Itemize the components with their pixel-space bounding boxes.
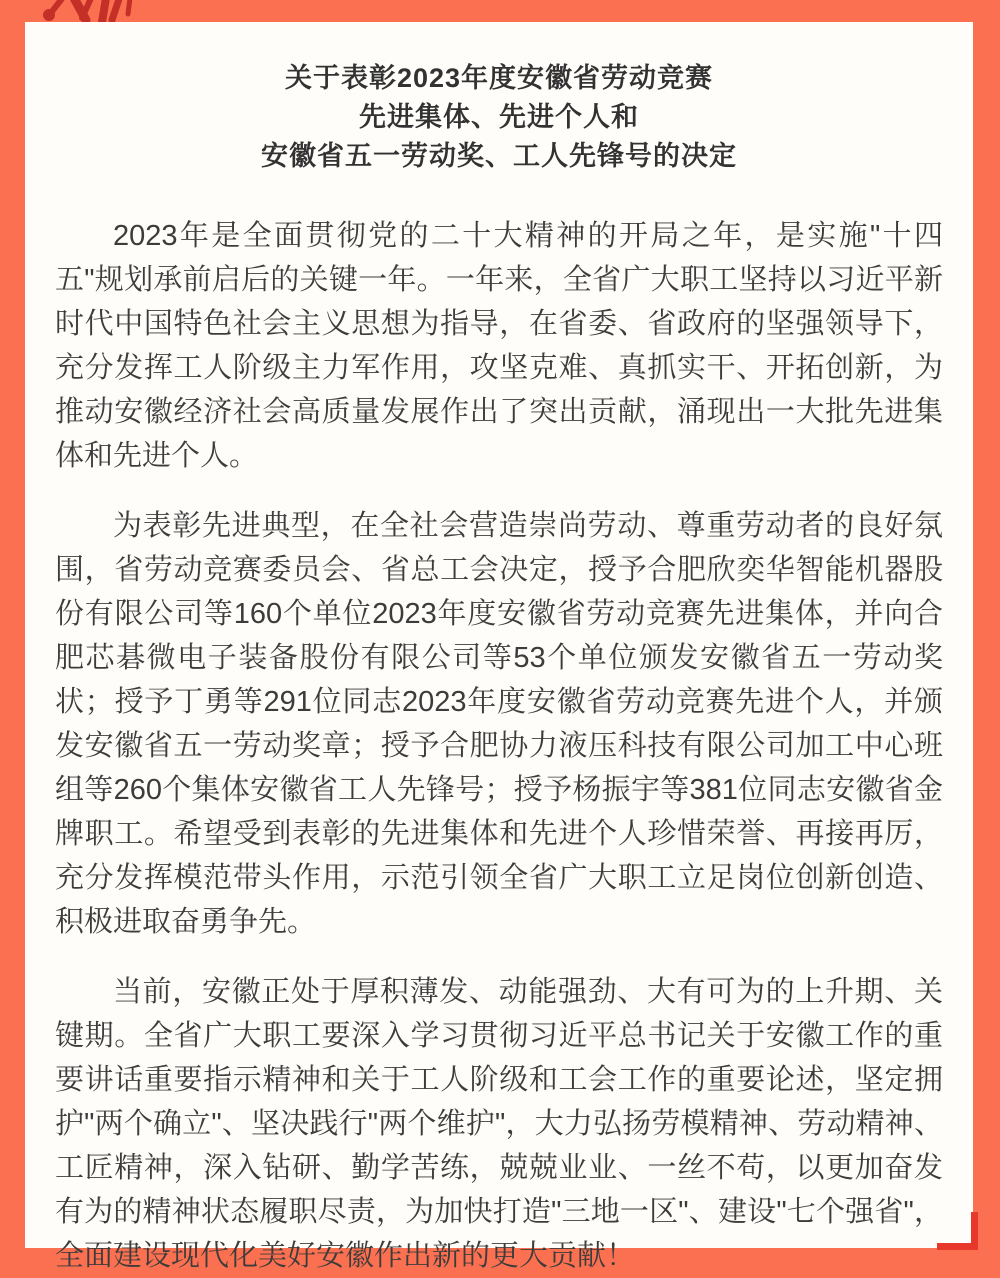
worker-fists-tools-illustration-icon [40,0,180,22]
document-card [25,22,973,1272]
paragraph-3: 当前，安徽正处于厚积薄发、动能强劲、大有可为的上升期、关键期。全省广大职工要深入学习贯彻习近平总书记关于安徽工作的重要讲话重要指示精神和关于工人阶级和工会工作的重要论述，坚定拥护"两个确立"、坚决践行"两个维护"，大力弘扬劳模精神、劳动精神、工匠精神，深入钻研、勤学苦练，兢兢业业、一丝不苟，以更加奋发有为的精神状态履职尽责，为加快打造"三地一区"、建设"七个强省"，全面建设现代化美好安徽作出新的更大贡献！ [55,976,943,1272]
document-body [55,214,943,1278]
title-line-2: 先进集体、先进个人和 [359,102,639,132]
title-line-1: 关于表彰2023年度安徽省劳动竞赛 [284,63,714,93]
card-corner-shadow-horizontal [937,1243,978,1250]
title-line-3: 安徽省五一劳动奖、工人先锋号的决定 [261,141,737,171]
document-title [55,59,943,176]
paragraph-2: 为表彰先进典型，在全社会营造崇尚劳动、尊重劳动者的良好氛围，省劳动竞赛委员会、省总工会决定，授予合肥欣奕华智能机器股份有限公司等160个单位2023年度安徽省劳动竞赛先进集体，并向合肥芯碁微电子装备股份有限公司等53个单位颁发安徽省五一劳动奖状；授予丁勇等291位同志2023年度安徽省劳动竞赛先进个人，并颁发安徽省五一劳动奖章；授予合肥协力液压科技有限公司加工中心班组等260个集体安徽省工人先锋号；授予杨振宇等381位同志安徽省金牌职工。希望受到表彰的先进集体和先进个人珍惜荣誉、再接再厉，充分发挥模范带头作用，示范引领全省广大职工立足岗位创新创造、积极进取奋勇争先。 [55,510,943,938]
paragraph-1: 2023年是全面贯彻党的二十大精神的开局之年，是实施"十四五"规划承前启后的关键一年。一年来，全省广大职工坚持以习近平新时代中国特色社会主义思想为指导，在省委、省政府的坚强领导下，充分发挥工人阶级主力军作用，攻坚克难、真抓实干、开拓创新，为推动安徽经济社会高质量发展作出了突出贡献，涌现出一大批先进集体和先进个人。 [55,220,943,472]
